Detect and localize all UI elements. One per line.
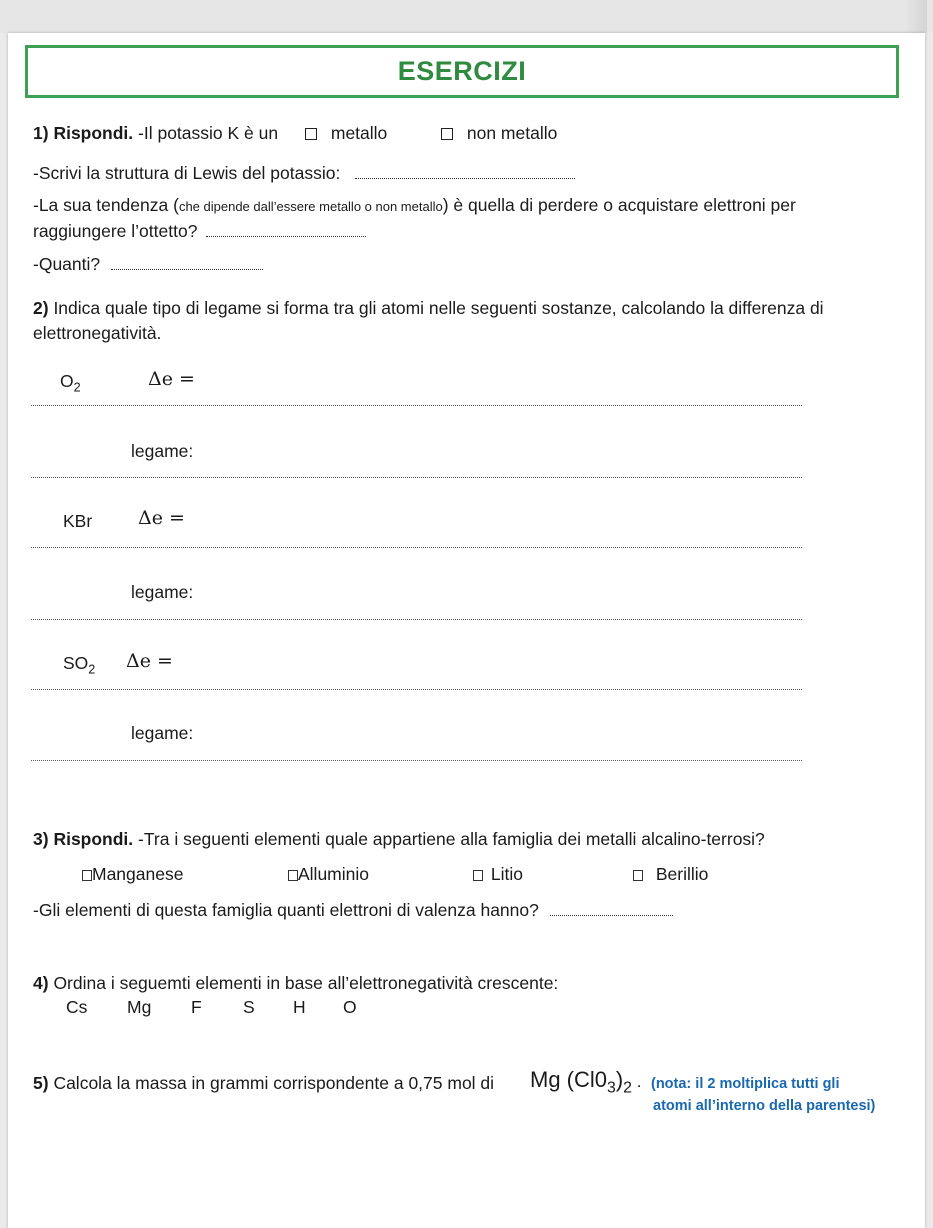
q1-line3-start: -La sua tendenza (	[33, 195, 179, 215]
delta-e-so2	[126, 650, 173, 672]
checkbox-icon[interactable]	[305, 128, 317, 140]
q3-option-alluminio[interactable]	[288, 864, 369, 885]
q3-option-alluminio-label: Alluminio	[298, 864, 369, 884]
legame-label: legame:	[131, 723, 194, 743]
page-curl	[905, 0, 927, 33]
q4-element-cs: Cs	[66, 997, 88, 1017]
q3-option-manganese-label: Manganese	[92, 864, 184, 884]
q1-line3	[33, 195, 796, 216]
q5-line1	[33, 1073, 494, 1094]
q1-quanti-prompt: -Quanti?	[33, 254, 101, 274]
q1-option-metallo[interactable]	[305, 123, 387, 144]
q4-prompt: Ordina i seguemti elementi in base all’elettronegatività crescente:	[53, 973, 559, 993]
q2-prompt-cont: elettronegatività.	[33, 323, 162, 343]
q4-element-s: S	[243, 997, 255, 1017]
substance-kbr-base: KBr	[63, 511, 93, 531]
delta-e-kbr	[138, 507, 185, 529]
q5-formula-sub2: 2	[623, 1079, 632, 1097]
q5-note-line2: atomi all’interno della parentesi)	[653, 1098, 876, 1114]
legame-o2	[131, 441, 193, 462]
delta-e-label: Δe =	[126, 650, 173, 672]
delta-e-label: Δe =	[148, 368, 195, 390]
q3-option-litio-label: Litio	[490, 864, 523, 884]
delta-e-label: Δe =	[138, 507, 185, 529]
q3-line1	[33, 829, 765, 850]
q5-number: 5)	[33, 1073, 49, 1093]
answer-blank-quanti[interactable]	[111, 257, 263, 270]
q3-option-berillio-label: Berillio	[655, 864, 709, 884]
answer-line-so2-delta[interactable]	[31, 689, 802, 690]
q3-valence-prompt: -Gli elementi di questa famiglia quanti elettroni di valenza hanno?	[33, 900, 539, 920]
q3-option-berillio[interactable]	[633, 864, 708, 885]
page-title: ESERCIZI	[397, 56, 527, 86]
answer-line-so2-legame[interactable]	[31, 760, 802, 761]
q1-lewis-prompt: -Scrivi la struttura di Lewis del potassio:	[33, 163, 341, 183]
substance-so2-base: SO	[63, 653, 89, 673]
q3-option-manganese[interactable]	[82, 864, 183, 885]
q5-prompt: Calcola la massa in grammi corrispondente a 0,75 mol di	[53, 1073, 495, 1093]
title-box	[25, 45, 899, 98]
substance-o2-base: O	[60, 371, 74, 391]
delta-e-o2	[148, 368, 195, 390]
legame-kbr	[131, 582, 193, 603]
q5-note-line1: (nota: il 2 moltiplica tutti gli	[651, 1076, 840, 1092]
q1-line4	[33, 221, 366, 242]
q3-verb: Rispondi.	[53, 829, 134, 849]
worksheet-page	[8, 33, 925, 1228]
viewer-top-strip	[0, 0, 933, 33]
checkbox-icon[interactable]	[288, 870, 298, 881]
q4-number: 4)	[33, 973, 49, 993]
answer-blank-octet[interactable]	[206, 224, 366, 237]
answer-line-kbr-legame[interactable]	[31, 619, 802, 620]
checkbox-icon[interactable]	[473, 870, 483, 881]
q5-formula-part2: )	[615, 1067, 624, 1092]
q1-option-non-metallo[interactable]	[441, 123, 557, 144]
answer-blank-lewis[interactable]	[355, 166, 575, 179]
q2-number: 2)	[33, 298, 49, 318]
q1-verb: Rispondi.	[53, 123, 134, 143]
q1-line1	[33, 123, 278, 144]
q4-element-f: F	[191, 997, 202, 1017]
substance-o2-sub: 2	[73, 380, 81, 395]
answer-line-kbr-delta[interactable]	[31, 547, 802, 548]
q4-element-mg: Mg	[127, 997, 152, 1017]
q5-formula-part1: Mg (Cl0	[530, 1067, 608, 1092]
answer-line-o2-delta[interactable]	[31, 405, 802, 406]
q1-prompt: -Il potassio K è un	[138, 123, 279, 143]
q1-line3-note: che dipende dall’essere metallo o non metallo	[178, 199, 443, 214]
legame-label: legame:	[131, 582, 194, 602]
q1-number: 1)	[33, 123, 49, 143]
substance-kbr	[63, 511, 92, 532]
q1-option-metallo-label: metallo	[330, 123, 388, 143]
q3-number: 3)	[33, 829, 49, 849]
q2-line2	[33, 323, 161, 344]
q3-option-litio[interactable]	[473, 864, 523, 885]
q5-formula	[530, 1067, 641, 1097]
substance-so2-sub: 2	[88, 662, 96, 677]
substance-so2	[63, 653, 95, 677]
q4-line1	[33, 973, 558, 994]
q4-element-h: H	[293, 997, 306, 1017]
checkbox-icon[interactable]	[441, 128, 453, 140]
q1-line5	[33, 254, 263, 275]
q1-option-non-metallo-label: non metallo	[466, 123, 558, 143]
answer-blank-valence[interactable]	[550, 903, 673, 916]
legame-so2	[131, 723, 193, 744]
q3-line2	[33, 900, 673, 921]
q2-line1	[33, 298, 824, 319]
q1-octet-prompt: raggiungere l’ottetto?	[33, 221, 198, 241]
substance-o2	[60, 371, 81, 395]
q1-line3-end: ) è quella di perdere o acquistare elettroni per	[442, 195, 796, 215]
checkbox-icon[interactable]	[633, 870, 643, 881]
checkbox-icon[interactable]	[82, 870, 92, 881]
legame-label: legame:	[131, 441, 194, 461]
q5-formula-end: .	[631, 1072, 642, 1091]
q3-prompt: -Tra i seguenti elementi quale appartiene alla famiglia dei metalli alcalino-terrosi?	[138, 829, 765, 849]
q1-line2	[33, 163, 575, 184]
q4-element-o: O	[343, 997, 357, 1017]
q2-prompt: Indica quale tipo di legame si forma tra gli atomi nelle seguenti sostanze, calcolando la differenza di	[53, 298, 824, 318]
q5-formula-sub1: 3	[607, 1079, 616, 1097]
answer-line-o2-legame[interactable]	[31, 477, 802, 478]
